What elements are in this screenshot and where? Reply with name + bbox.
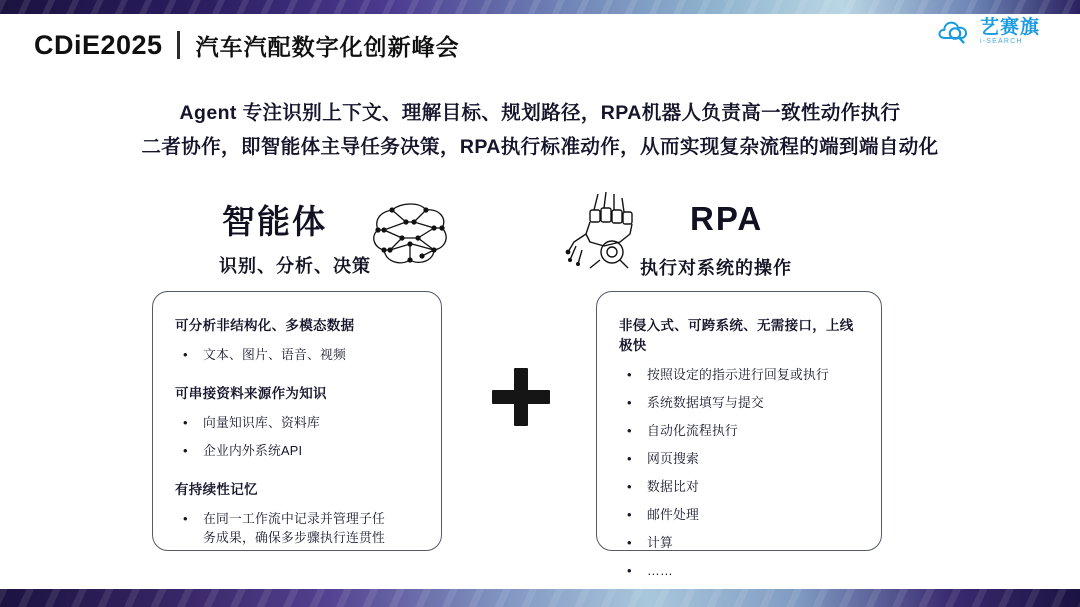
bullet-icon: • [627, 535, 632, 550]
list-item [175, 509, 423, 547]
agent-group-title-1: 可分析非结构化、多模态数据 [175, 318, 355, 333]
bottom-decorative-banner [0, 589, 1080, 607]
event-brand: CDiE2025 [34, 29, 163, 60]
top-decorative-banner [0, 0, 1080, 14]
rpa-item-3: 自动化流程执行 [647, 423, 738, 438]
header-title: 汽车汽配数字化创新峰会 [195, 33, 460, 60]
list-item [175, 441, 423, 460]
agent-group-title-3: 有持续性记忆 [175, 482, 258, 497]
agent-title: 智能体 [222, 203, 327, 240]
bullet-icon: • [627, 451, 632, 466]
headline-line-2: 二者协作，即智能体主导任务决策，RPA执行标准动作，从而实现复杂流程的端到端自动化 [141, 136, 939, 158]
bullet-icon: • [183, 347, 188, 362]
rpa-item-7: 计算 [647, 535, 673, 550]
list-item [619, 561, 863, 580]
agent-group-title-2: 可串接资料来源作为知识 [175, 386, 327, 401]
logo-cn: 艺赛旗 [979, 17, 1040, 38]
list-item [619, 533, 863, 552]
rpa-item-5: 数据比对 [647, 479, 699, 494]
bullet-icon: • [183, 443, 188, 458]
list-item [619, 449, 863, 468]
agent-item-2-1: 向量知识库、资料库 [203, 415, 320, 430]
rpa-item-2: 系统数据填写与提交 [647, 395, 764, 410]
agent-capability-card [152, 291, 442, 551]
logo-text [980, 18, 1040, 45]
agent-item-3-1: 在同一工作流中记录并管理子任务成果，确保多步骤执行连贯性 [203, 511, 385, 545]
logo-en: i-SEARCH [979, 37, 1023, 45]
bullet-icon: • [183, 511, 188, 526]
bullet-icon: • [627, 563, 632, 578]
list-item [175, 345, 423, 364]
rpa-item-1: 按照设定的指示进行回复或执行 [647, 367, 829, 382]
list-item [175, 413, 423, 432]
bullet-icon: • [627, 395, 632, 410]
rpa-subtitle: 执行对系统的操作 [640, 258, 792, 278]
list-item [619, 393, 863, 412]
rpa-capability-card [596, 291, 882, 578]
header-divider [177, 31, 180, 59]
list-item [619, 477, 863, 496]
headline-line-1: Agent 专注识别上下文、理解目标、规划路径，RPA机器人负责高一致性动作执行 [179, 102, 901, 124]
slide-header [0, 14, 1080, 76]
rpa-item-8: …… [647, 563, 673, 578]
company-logo [938, 18, 1040, 45]
agent-item-2-2: 企业内外系统API [203, 443, 303, 458]
bullet-icon: • [183, 415, 188, 430]
rpa-title: RPA [690, 200, 764, 237]
bullet-icon: • [627, 367, 632, 382]
plus-operator [492, 368, 550, 426]
headline [0, 96, 1080, 164]
bullet-icon: • [627, 423, 632, 438]
list-item [619, 421, 863, 440]
list-item [619, 505, 863, 524]
bullet-icon: • [627, 507, 632, 522]
list-item [619, 365, 863, 384]
rpa-item-6: 邮件处理 [647, 507, 699, 522]
agent-subtitle: 识别、分析、决策 [219, 256, 371, 276]
rpa-group-title-1: 非侵入式、可跨系统、无需接口，上线极快 [619, 318, 854, 353]
cloud-search-icon [938, 19, 972, 45]
agent-item-1-1: 文本、图片、语音、视频 [203, 347, 346, 362]
rpa-item-4: 网页搜索 [647, 451, 699, 466]
bullet-icon: • [627, 479, 632, 494]
